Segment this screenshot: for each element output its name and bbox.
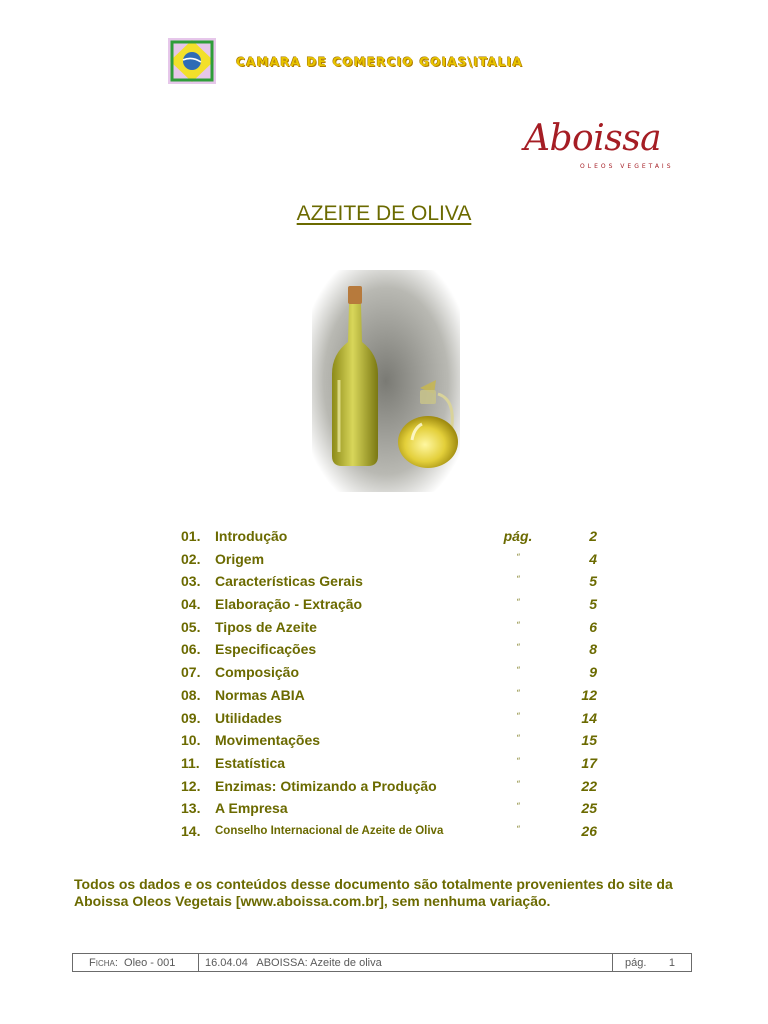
document-title-row bbox=[0, 202, 768, 226]
table-of-contents bbox=[0, 528, 768, 846]
olive-oil-bottles-image bbox=[312, 270, 460, 492]
toc-item-composicao[interactable] bbox=[0, 664, 768, 687]
toc-ditto-mark: “ bbox=[516, 710, 520, 721]
toc-ditto-mark: “ bbox=[516, 665, 520, 676]
toc-label: Elaboração - Extração bbox=[215, 596, 363, 613]
toc-label: Movimentações bbox=[215, 732, 321, 749]
toc-label: Utilidades bbox=[215, 709, 282, 726]
toc-page: 9 bbox=[589, 664, 597, 681]
toc-label: Tipos de Azeite bbox=[215, 618, 317, 635]
toc-label: Enzimas: Otimizando a Produção bbox=[215, 777, 437, 794]
toc-page: 17 bbox=[581, 754, 597, 771]
toc-number: 07. bbox=[181, 664, 201, 681]
toc-item-tipos[interactable] bbox=[0, 619, 768, 642]
toc-item-introducao[interactable] bbox=[0, 528, 768, 551]
toc-page: 15 bbox=[581, 732, 597, 749]
brand-name: Aboissa bbox=[524, 118, 662, 159]
toc-number: 12. bbox=[181, 777, 201, 794]
toc-label: A Empresa bbox=[215, 800, 288, 817]
toc-number: 13. bbox=[181, 800, 201, 817]
toc-ditto-mark: “ bbox=[516, 551, 520, 562]
toc-item-caracteristicas[interactable] bbox=[0, 573, 768, 596]
toc-page: 26 bbox=[581, 822, 597, 839]
brand-subtitle: OLEOS VEGETAIS bbox=[580, 163, 674, 170]
toc-ditto-mark: “ bbox=[516, 733, 520, 744]
toc-item-conselho[interactable] bbox=[0, 823, 768, 846]
ficha-value: Oleo - 001 bbox=[124, 956, 176, 969]
toc-label: Especificações bbox=[215, 641, 317, 658]
toc-ditto-mark: “ bbox=[516, 574, 520, 585]
document-title: AZEITE DE OLIVA bbox=[296, 202, 472, 225]
toc-ditto-mark: “ bbox=[516, 778, 520, 789]
toc-ditto-mark: “ bbox=[516, 755, 520, 766]
toc-item-estatistica[interactable] bbox=[0, 755, 768, 778]
toc-label: Conselho Internacional de Azeite de Oliva bbox=[215, 824, 444, 837]
toc-item-elaboracao[interactable] bbox=[0, 596, 768, 619]
footer-ficha bbox=[73, 954, 199, 971]
chamber-logo bbox=[168, 38, 216, 84]
toc-page: 5 bbox=[589, 596, 597, 613]
toc-label: Composição bbox=[215, 664, 300, 681]
footer-date-title bbox=[199, 954, 613, 971]
toc-page: 4 bbox=[589, 550, 597, 567]
toc-ditto-mark: “ bbox=[516, 687, 520, 698]
toc-number: 03. bbox=[181, 573, 201, 590]
footer-page-number bbox=[613, 954, 691, 971]
toc-number: 05. bbox=[181, 618, 201, 635]
toc-ditto-mark: “ bbox=[516, 597, 520, 608]
page-footer bbox=[72, 953, 692, 972]
toc-number: 08. bbox=[181, 686, 201, 703]
toc-number: 04. bbox=[181, 596, 201, 613]
toc-item-enzimas[interactable] bbox=[0, 778, 768, 801]
toc-label: Origem bbox=[215, 550, 265, 567]
toc-item-origem[interactable] bbox=[0, 551, 768, 574]
toc-page-header: pág. bbox=[503, 528, 533, 544]
toc-page: 2 bbox=[589, 528, 597, 544]
toc-item-empresa[interactable] bbox=[0, 800, 768, 823]
toc-item-utilidades[interactable] bbox=[0, 710, 768, 733]
toc-label: Características Gerais bbox=[215, 573, 363, 590]
toc-page: 14 bbox=[581, 709, 597, 726]
toc-ditto-mark: “ bbox=[516, 619, 520, 630]
toc-page: 5 bbox=[589, 573, 597, 590]
toc-page: 8 bbox=[589, 641, 597, 658]
source-note: Todos os dados e os conteúdos desse documento são totalmente provenientes do site da Aboissa Oleos Vegetais [www.aboissa.com.br], sem nenhuma variação. bbox=[74, 876, 673, 909]
toc-number: 10. bbox=[181, 732, 201, 749]
ficha-label: Ficha: bbox=[89, 956, 118, 969]
toc-label: Introdução bbox=[215, 528, 288, 544]
toc-number: 09. bbox=[181, 709, 201, 726]
toc-number: 11. bbox=[181, 754, 200, 771]
org-name: CAMARA DE COMERCIO GOIAS\ITALIA bbox=[236, 55, 523, 69]
toc-item-normas[interactable] bbox=[0, 687, 768, 710]
toc-ditto-mark: “ bbox=[516, 823, 520, 834]
toc-item-especificacoes[interactable] bbox=[0, 641, 768, 664]
toc-page: 25 bbox=[581, 800, 597, 817]
toc-number: 01. bbox=[181, 528, 201, 544]
footer-date-title-text: 16.04.04 ABOISSA: Azeite de oliva bbox=[205, 956, 382, 969]
toc-page: 22 bbox=[581, 777, 597, 794]
aboissa-logo bbox=[524, 118, 686, 178]
toc-label: Normas ABIA bbox=[215, 686, 305, 703]
toc-number: 14. bbox=[181, 822, 201, 839]
toc-page: 6 bbox=[589, 618, 597, 635]
toc-ditto-mark: “ bbox=[516, 642, 520, 653]
toc-page: 12 bbox=[581, 686, 597, 703]
toc-ditto-mark: “ bbox=[516, 801, 520, 812]
toc-number: 02. bbox=[181, 550, 201, 567]
toc-number: 06. bbox=[181, 641, 201, 658]
toc-label: Estatística bbox=[215, 754, 286, 771]
footer-page-label: pág. bbox=[625, 956, 647, 969]
toc-item-movimentacoes[interactable] bbox=[0, 732, 768, 755]
footer-page-value: 1 bbox=[668, 956, 675, 969]
